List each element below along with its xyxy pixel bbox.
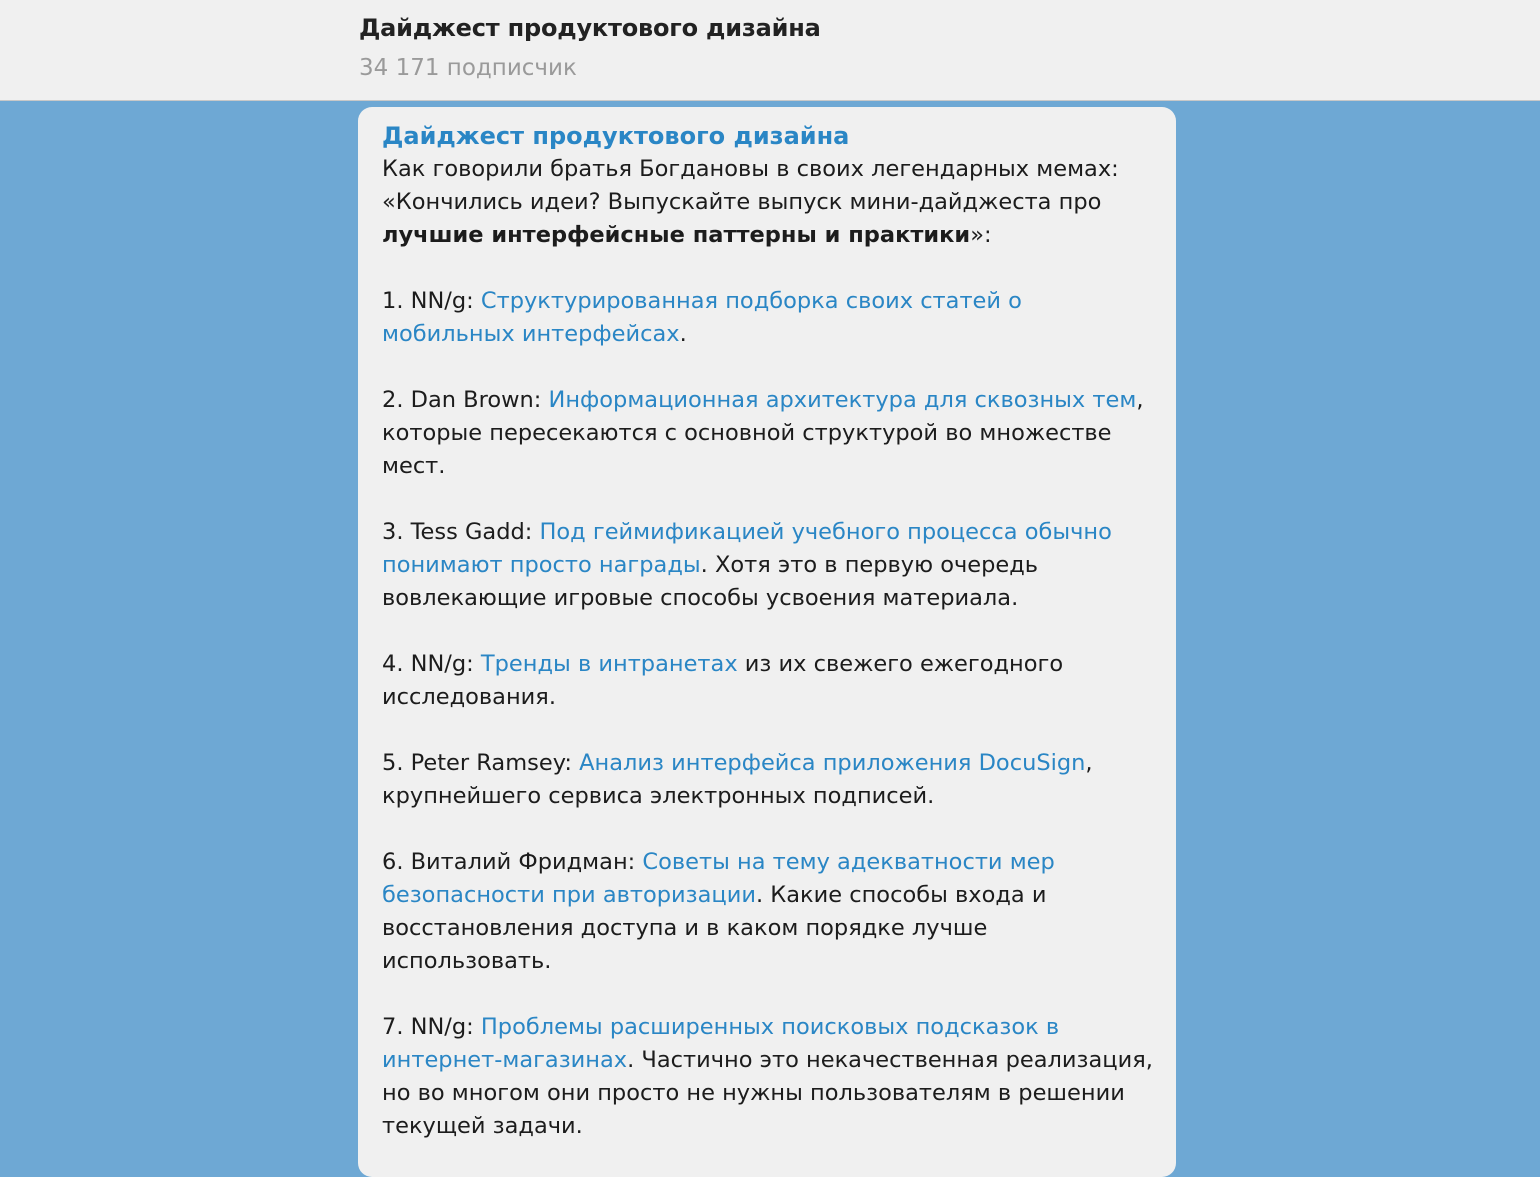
message-body <box>382 153 1156 1143</box>
item-source: 5. Peter Ramsey: <box>382 750 580 776</box>
item-link[interactable]: Структурированная подборка своих статей о мобильных интерфейсах <box>382 288 1022 347</box>
item-description: . Какие способы входа и восстановления доступа и в каком порядке лучше использовать. <box>382 882 1047 974</box>
item-link[interactable]: Советы на тему адекватности мер безопасности при авторизации <box>382 849 1055 908</box>
item-description: , которые пересекаются с основной структурой во множестве мест. <box>382 387 1144 479</box>
channel-title[interactable]: Дайджест продуктового дизайна <box>359 14 821 42</box>
item-source: 7. NN/g: <box>382 1014 481 1040</box>
channel-header[interactable] <box>0 0 1540 101</box>
intro-text: Как говорили братья Богдановы в своих легендарных мемах: «Кончились идеи? Выпускайте выпуск мини-дайджеста про <box>382 156 1119 215</box>
item-link[interactable]: Анализ интерфейса приложения DocuSign <box>579 750 1086 776</box>
item-source: 2. Dan Brown: <box>382 387 549 413</box>
item-source: 3. Tess Gadd: <box>382 519 540 545</box>
subscriber-count: 34 171 подписчик <box>359 55 577 81</box>
digest-item-6 <box>382 846 1156 978</box>
item-description: . Частично это некачественная реализация, но во многом они просто не нужны пользователям в решении текущей задачи. <box>382 1047 1153 1139</box>
item-description: . Хотя это в первую очередь вовлекающие игровые способы усвоения материала. <box>382 552 1039 611</box>
digest-item-4 <box>382 648 1156 714</box>
digest-item-5 <box>382 747 1156 813</box>
item-description: , крупнейшего сервиса электронных подписей. <box>382 750 1093 809</box>
message-bubble <box>358 107 1176 1177</box>
item-source: 4. NN/g: <box>382 651 481 677</box>
item-link[interactable]: Тренды в интранетах <box>480 651 738 677</box>
item-description: из их свежего ежегодного исследования. <box>382 651 1064 710</box>
item-link[interactable]: Проблемы расширенных поисковых подсказок в интернет-магазинах <box>382 1014 1060 1073</box>
digest-item-1 <box>382 285 1156 351</box>
message-author[interactable]: Дайджест продуктового дизайна <box>382 122 850 150</box>
intro-paragraph <box>382 153 1156 252</box>
item-link[interactable]: Информационная архитектура для сквозных тем <box>548 387 1137 413</box>
item-source: 1. NN/g: <box>382 288 481 314</box>
intro-bold-text: лучшие интерфейсные паттерны и практики <box>382 222 971 248</box>
digest-item-2 <box>382 384 1156 483</box>
item-link[interactable]: Под геймификацией учебного процесса обычно понимают просто награды <box>382 519 1112 578</box>
digest-item-3 <box>382 516 1156 615</box>
item-description: . <box>679 321 687 347</box>
item-source: 6. Виталий Фридман: <box>382 849 643 875</box>
digest-item-7 <box>382 1011 1156 1143</box>
intro-text-end: »: <box>970 222 992 248</box>
